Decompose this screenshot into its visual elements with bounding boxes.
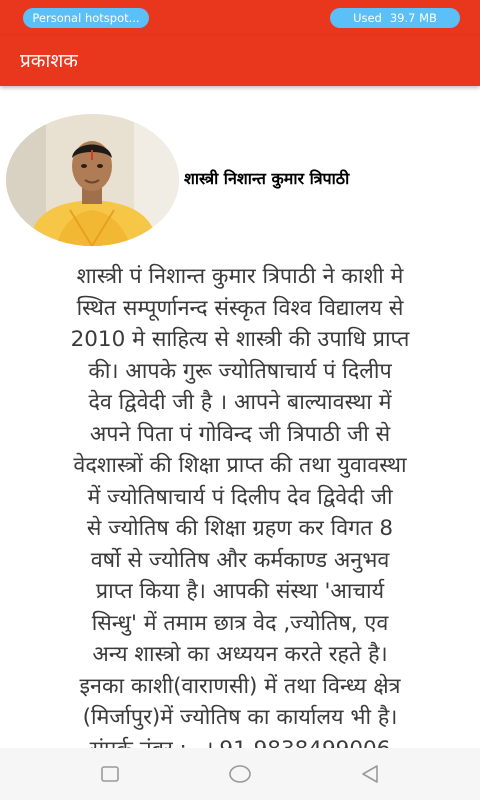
data-usage-indicator[interactable]	[330, 8, 460, 28]
bio-line: वर्षो से ज्योतिष और कर्मकाण्ड अनुभव	[90, 547, 390, 573]
triangle-back-icon	[358, 764, 382, 784]
data-used-label: Used	[353, 11, 382, 25]
page-title: प्रकाशक	[20, 50, 78, 72]
bio-line: से ज्योतिष की शिक्षा ग्रहण कर विगत 8	[86, 516, 394, 541]
bio-line: वेदशास्त्रों की शिक्षा प्राप्त की तथा युवावस्था	[73, 453, 407, 478]
app-bar	[0, 36, 480, 86]
bio-line: (मिर्जापुर)में ज्योतिष का कार्यालय भी है।	[82, 705, 398, 730]
hotspot-indicator[interactable]	[23, 8, 149, 28]
bio-line: की। आपके गुरू ज्योतिषाचार्य पं दिलीप	[88, 358, 392, 384]
bio-line: में ज्योतिषाचार्य पं दिलीप देव द्विवेदी जी	[87, 484, 393, 510]
back-button[interactable]	[358, 764, 382, 784]
author-portrait	[6, 114, 179, 246]
circle-icon	[228, 764, 252, 784]
bio-line: अन्य शास्त्रो का अध्ययन करते रहते है।	[92, 642, 388, 667]
bio-line: इनका काशी(वाराणसी) में तथा विन्ध्य क्षेत्र	[79, 673, 401, 699]
recents-button[interactable]	[98, 764, 122, 784]
square-icon	[98, 764, 122, 784]
bio-line: सिन्धु' में तमाम छात्र वेद ,ज्योतिष, एव	[91, 610, 389, 636]
author-photo	[6, 114, 179, 246]
system-nav-bar	[0, 748, 480, 800]
bio-line: स्थित सम्पूर्णानन्द संस्कृत विश्व विद्यालय से	[76, 295, 404, 321]
bio-line: प्राप्त किया है। आपकी संस्था 'आचार्य	[95, 579, 385, 604]
status-bar	[0, 0, 480, 36]
bio-line: देव द्विवेदी जी है । आपने बाल्यावस्था में	[88, 390, 392, 415]
bio-line: अपने पिता पं गोविन्द जी त्रिपाठी जी से	[89, 421, 391, 447]
home-button[interactable]	[228, 764, 252, 784]
author-bio	[12, 261, 468, 797]
data-used-value: 39.7 MB	[389, 11, 437, 25]
bio-line: 2010 मे साहित्य से शास्त्री की उपाधि प्राप्त	[70, 327, 410, 352]
author-name: शास्त्री निशान्त कुमार त्रिपाठी	[184, 169, 350, 188]
hotspot-label: Personal hotspot...	[32, 11, 140, 25]
bio-line: शास्त्री पं निशान्त कुमार त्रिपाठी ने काशी मे	[76, 264, 404, 289]
